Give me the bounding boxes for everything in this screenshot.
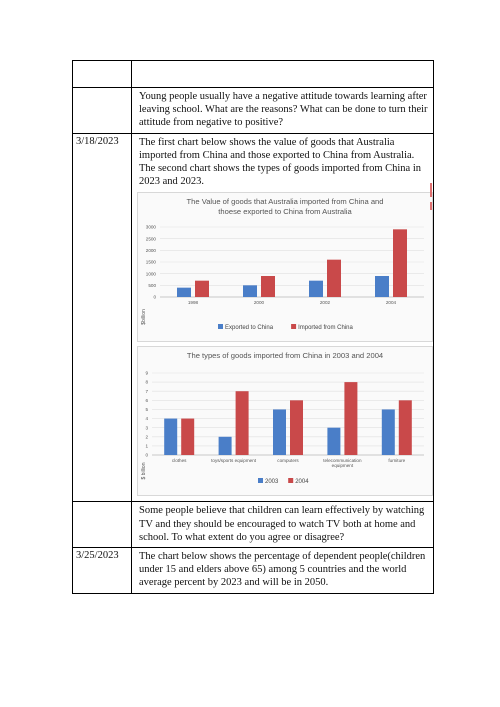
bar-2004 bbox=[399, 401, 412, 456]
bar-2004 bbox=[344, 383, 357, 456]
prompt-text: Some people believe that children can learn effectively by watching TV and they should be encouraged to watch TV both at home and school. To what extent do you agree or disagree? bbox=[139, 505, 425, 543]
prompt-text: The first chart below shows the value of goods that Australia imported from China and those exported to China from Australia. bbox=[139, 136, 415, 161]
bar-2003 bbox=[382, 410, 395, 456]
table-row bbox=[72, 134, 434, 503]
x-tick-label: furniture bbox=[388, 458, 406, 464]
y-axis-label: $ billion bbox=[141, 462, 147, 480]
bar-2004 bbox=[290, 401, 303, 456]
legend-swatch bbox=[258, 478, 263, 483]
x-tick-label: 2000 bbox=[253, 300, 265, 306]
margin-mark bbox=[430, 183, 432, 197]
prompt-text: Young people usually have a negative attitude towards learning after leaving school. What are the reasons? What can be done to turn their attitude from negative to positive? bbox=[139, 91, 428, 129]
y-tick-label: 500 bbox=[148, 283, 156, 289]
topic-cell bbox=[133, 502, 433, 547]
y-tick-label: 8 bbox=[145, 380, 148, 386]
y-tick-label: 5 bbox=[145, 407, 148, 413]
topic-cell bbox=[133, 88, 433, 133]
table-row bbox=[72, 88, 434, 134]
bar-imported-from-china bbox=[393, 230, 407, 298]
y-tick-label: 2500 bbox=[145, 236, 156, 242]
bar-2004 bbox=[236, 392, 249, 456]
y-tick-label: 1000 bbox=[145, 271, 156, 277]
y-tick-label: 3000 bbox=[145, 225, 156, 231]
date-cell: 3/25/2023 bbox=[73, 548, 132, 593]
bar-2004 bbox=[181, 419, 194, 455]
legend-label: Imported from China bbox=[298, 325, 353, 332]
chart-title: The Value of goods that Australia imported from China and bbox=[186, 197, 384, 207]
legend-label: 2003 bbox=[265, 479, 279, 486]
y-tick-label: 2 bbox=[145, 434, 148, 440]
bar-2003 bbox=[164, 419, 177, 455]
y-tick-label: 0 bbox=[145, 453, 148, 459]
legend-label: Exported to China bbox=[225, 325, 274, 332]
date-cell: 3/18/2023 bbox=[73, 134, 132, 502]
chart-1-svg bbox=[138, 193, 432, 341]
date-cell bbox=[73, 88, 132, 133]
y-tick-label: 4 bbox=[145, 416, 148, 422]
x-tick-label: 1998 bbox=[187, 300, 199, 306]
y-axis-label: $billion bbox=[141, 309, 147, 326]
chart-title: thoese exported to China from Australia bbox=[218, 207, 352, 217]
bar-exported-to-china bbox=[243, 286, 257, 298]
legend-swatch bbox=[218, 324, 223, 329]
prompt-text: The second chart shows the types of goods imported from China in 2023 and 2023. bbox=[139, 163, 421, 188]
x-tick-label: toys/sports equipment bbox=[211, 458, 257, 464]
assignment-table bbox=[72, 60, 434, 594]
table-row bbox=[72, 502, 434, 548]
x-tick-label: 2004 bbox=[385, 300, 397, 306]
x-tick-label: computers bbox=[277, 458, 299, 464]
chart-1 bbox=[137, 192, 433, 342]
legend-swatch bbox=[288, 478, 293, 483]
bar-2003 bbox=[219, 437, 232, 455]
bar-exported-to-china bbox=[309, 281, 323, 297]
date-cell bbox=[73, 61, 132, 87]
bar-exported-to-china bbox=[177, 288, 191, 297]
chart-2-svg bbox=[138, 347, 432, 495]
prompt-text: The chart below shows the percentage of dependent people(children under 15 and elders above 65) among 5 countries and the world average percent by 2023 and will be in 2050. bbox=[139, 551, 426, 589]
x-tick-label: 2002 bbox=[319, 300, 331, 306]
margin-mark bbox=[430, 202, 432, 210]
y-tick-label: 6 bbox=[145, 398, 148, 404]
x-tick-label: equipment bbox=[331, 463, 354, 469]
y-tick-label: 1500 bbox=[145, 260, 156, 266]
table-row bbox=[72, 60, 434, 88]
bar-imported-from-china bbox=[261, 276, 275, 297]
legend-label: 2004 bbox=[295, 479, 309, 486]
table-row bbox=[72, 548, 434, 594]
date-cell bbox=[73, 502, 132, 547]
chart-2 bbox=[137, 346, 433, 496]
topic-cell bbox=[133, 548, 433, 593]
y-tick-label: 7 bbox=[145, 389, 148, 395]
y-tick-label: 0 bbox=[153, 295, 156, 301]
bar-imported-from-china bbox=[327, 260, 341, 297]
y-tick-label: 1 bbox=[145, 443, 148, 449]
x-tick-label: clothes bbox=[171, 458, 187, 464]
bar-2003 bbox=[327, 428, 340, 455]
bar-exported-to-china bbox=[375, 276, 389, 297]
bar-2003 bbox=[273, 410, 286, 456]
topic-cell bbox=[133, 134, 433, 502]
y-tick-label: 2000 bbox=[145, 248, 156, 254]
bar-imported-from-china bbox=[195, 281, 209, 297]
y-tick-label: 9 bbox=[145, 371, 148, 377]
chart-title: The types of goods imported from China in 2003 and 2004 bbox=[186, 351, 384, 361]
y-tick-label: 3 bbox=[145, 425, 148, 431]
legend-swatch bbox=[291, 324, 296, 329]
x-tick-label: telecommunication bbox=[323, 458, 362, 464]
topic-cell bbox=[133, 61, 433, 66]
